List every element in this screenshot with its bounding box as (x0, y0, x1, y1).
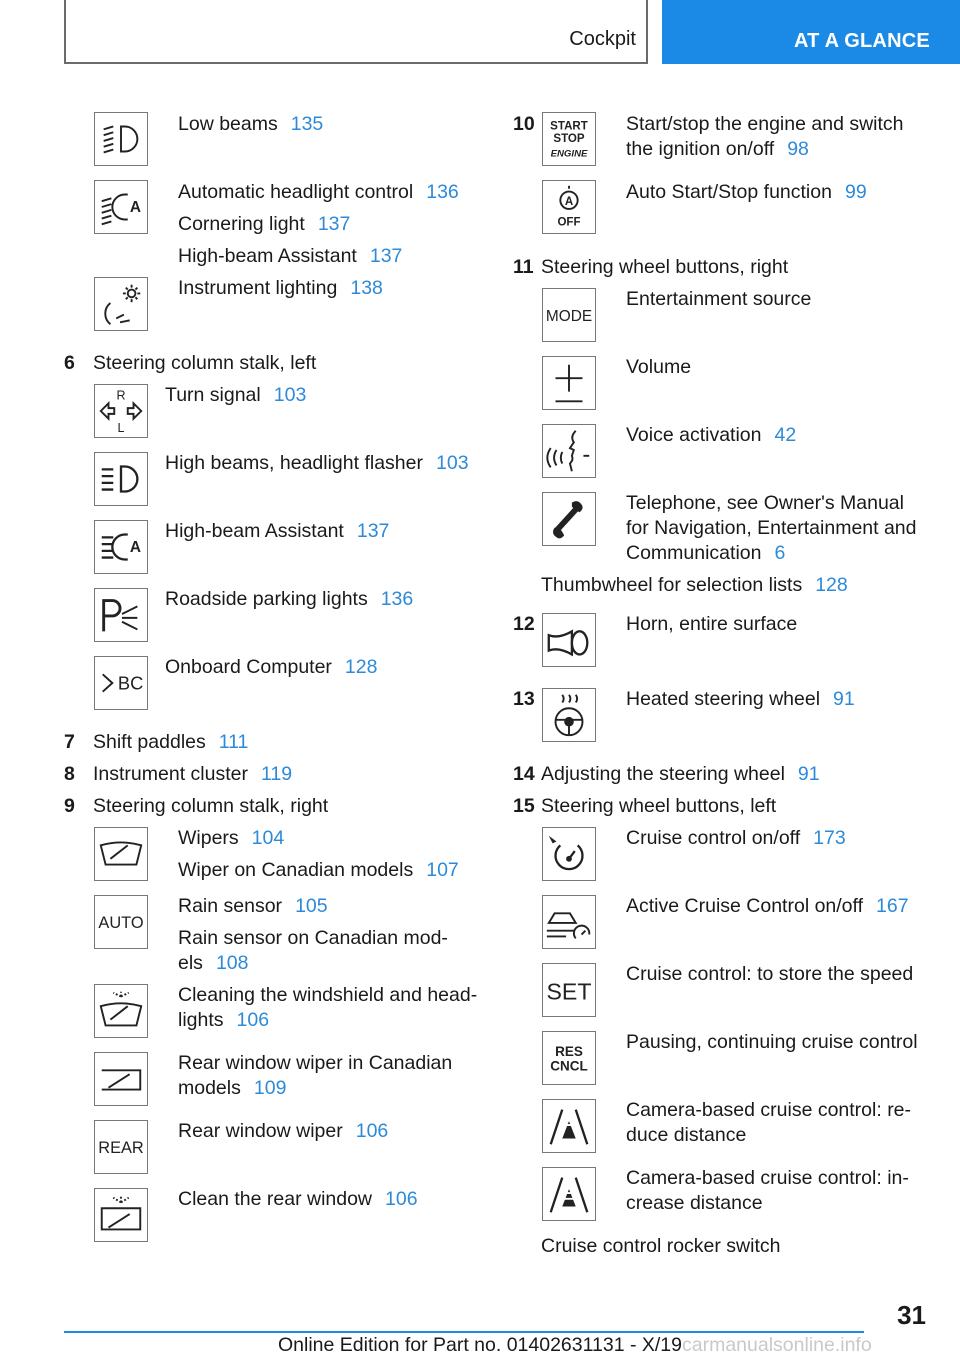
telephone-line3: Communication 6 (626, 542, 786, 564)
page-ref[interactable]: 137 (369, 245, 403, 267)
page-ref[interactable]: 98 (787, 138, 809, 160)
instrument-lighting-icon (94, 277, 148, 331)
icon-letter: AUTO (98, 913, 144, 932)
high-beams-icon (94, 452, 148, 506)
roadside-parking-text: Roadside parking lights 136 (165, 588, 414, 610)
voice-activation-text: Voice activation 42 (626, 424, 797, 446)
hba-top-text: High-beam Assistant 137 (178, 245, 403, 267)
page-ref[interactable]: 135 (290, 113, 324, 135)
page-ref[interactable]: 103 (273, 384, 307, 406)
page-ref[interactable]: 91 (833, 688, 855, 710)
heated-wheel-text: Heated steering wheel 91 (626, 688, 855, 710)
item-number: 6 (64, 352, 75, 374)
page-ref[interactable]: 137 (356, 520, 390, 542)
icon-letter: CNCL (550, 1058, 588, 1074)
rear-wiper-canada-line1: Rear window wiper in Canadian (178, 1052, 453, 1074)
icon-letter: A (564, 196, 574, 209)
auto-headlight-icon (94, 180, 148, 234)
wiper-canada-text: Wiper on Canadian models 107 (178, 859, 459, 881)
page-number: 31 (897, 1300, 926, 1330)
cruise-control-icon (542, 827, 596, 881)
rain-canada-line1: Rain sensor on Canadian mod- (178, 927, 448, 949)
onboard-computer-text: Onboard Computer 128 (165, 656, 378, 678)
rear-wiper-canada-icon (94, 1052, 148, 1106)
increase-distance-icon (542, 1167, 596, 1221)
rain-canada-line2: els 108 (178, 952, 249, 974)
item-number: 14 (513, 763, 535, 785)
page-ref[interactable]: 136 (426, 181, 459, 203)
item-6-title: Steering column stalk, left (93, 352, 317, 374)
page-ref[interactable]: 128 (344, 656, 378, 678)
cc-set-text: Cruise control: to store the speed (626, 963, 914, 985)
set-icon (542, 963, 596, 1017)
rain-sensor-text: Rain sensor 105 (178, 895, 328, 917)
rear-wiper-text: Rear window wiper 106 (178, 1120, 389, 1142)
page-ref[interactable]: 99 (844, 181, 867, 203)
icon-letter: SET (546, 978, 592, 1005)
cam-increase-line1: Camera-based cruise control: in- (626, 1167, 909, 1189)
auto-start-stop-text: Auto Start/Stop function 99 (626, 181, 867, 203)
auto-headlight-text: Automatic headlight control 136 (178, 181, 459, 203)
hba-text: High-beam Assistant 137 (165, 520, 390, 542)
wiper-icon (94, 827, 148, 881)
item-number: 10 (513, 113, 535, 135)
page-ref[interactable]: 42 (774, 424, 797, 446)
page-ref[interactable]: 173 (813, 827, 846, 849)
auto-start-stop-icon (542, 180, 596, 234)
icon-letter: ENGINE (550, 148, 588, 160)
volume-text: Volume (626, 356, 692, 378)
item-9-title: Steering column stalk, right (93, 795, 329, 817)
item-15-title: Steering wheel buttons, left (541, 795, 777, 817)
cam-increase-line2: crease distance (626, 1192, 763, 1214)
rocker-switch-text: Cruise control rocker switch (541, 1235, 781, 1257)
icon-letter: STOP (553, 132, 585, 145)
item-number: 11 (513, 256, 534, 278)
cornering-text: Cornering light 137 (178, 213, 351, 235)
page-ref[interactable]: 109 (253, 1077, 287, 1099)
windshield-washer-icon (94, 984, 148, 1038)
volume-icon (542, 356, 596, 410)
page-ref[interactable]: 91 (797, 763, 820, 785)
watermark: carmanualsonline.info (682, 1334, 872, 1356)
item-14-text: Adjusting the steering wheel 91 (541, 763, 820, 785)
page-ref[interactable]: 6 (774, 542, 786, 564)
page-ref[interactable]: 119 (260, 763, 293, 785)
icon-letter: RES (555, 1044, 583, 1060)
section-title: Cockpit (569, 28, 636, 50)
clean-windshield-line1: Cleaning the windshield and head- (178, 984, 478, 1006)
icon-letter: R (116, 388, 126, 403)
icon-letter: A (129, 198, 142, 216)
icon-letter: START (550, 120, 588, 133)
item-10-line2: the ignition on/off 98 (626, 138, 809, 160)
page-ref[interactable]: 137 (317, 213, 351, 235)
page-ref[interactable]: 136 (380, 588, 414, 610)
chapter-tab[interactable]: AT A GLANCE (662, 0, 960, 64)
roadside-parking-icon (94, 588, 148, 642)
turn-signal-icon (94, 384, 148, 438)
horn-icon (542, 613, 596, 667)
mode-icon (542, 288, 596, 342)
item-11-title: Steering wheel buttons, right (541, 256, 789, 278)
page-ref[interactable]: 103 (436, 452, 469, 474)
item-number: 13 (513, 688, 535, 710)
icon-letter: L (117, 421, 125, 436)
instrument-lighting-text: Instrument lighting 138 (178, 277, 383, 299)
low-beams-icon (94, 112, 148, 166)
rear-wiper-icon (94, 1120, 148, 1174)
thumbwheel-text: Thumbwheel for selection lists 128 (541, 574, 848, 596)
page-ref[interactable]: 106 (236, 1009, 270, 1031)
acc-text: Active Cruise Control on/off 167 (626, 895, 909, 917)
telephone-line2: for Navigation, Entertainment and (626, 517, 917, 539)
item-10-line1: Start/stop the engine and switch (626, 113, 904, 135)
page-ref[interactable]: 106 (385, 1188, 418, 1210)
horn-text: Horn, entire surface (626, 613, 798, 635)
footer-rule (64, 1331, 864, 1333)
telephone-line1: Telephone, see Owner's Manual (626, 492, 904, 514)
icon-letter: OFF (557, 216, 581, 229)
reduce-distance-icon (542, 1099, 596, 1153)
page-ref[interactable]: 167 (876, 895, 909, 917)
page-ref[interactable]: 105 (295, 895, 328, 917)
item-7-text: Shift paddles 111 (93, 731, 249, 753)
cam-reduce-line1: Camera-based cruise control: re- (626, 1099, 912, 1121)
header-frame (64, 0, 648, 64)
item-number: 9 (64, 795, 75, 817)
onboard-computer-icon (94, 656, 148, 710)
page-ref[interactable]: 111 (218, 731, 249, 753)
page-ref[interactable]: 107 (426, 859, 459, 881)
item-number: 7 (64, 731, 75, 753)
item-number: 15 (513, 795, 535, 817)
page-ref[interactable]: 128 (815, 574, 848, 596)
high-beams-text: High beams, headlight flasher 103 (165, 452, 469, 474)
cam-reduce-line2: duce distance (626, 1124, 747, 1146)
rain-sensor-icon (94, 895, 148, 949)
page-ref[interactable]: 104 (251, 827, 285, 849)
wipers-text: Wipers 104 (178, 827, 285, 849)
icon-letter: MODE (545, 307, 593, 325)
rear-washer-icon (94, 1188, 148, 1242)
page-ref[interactable]: 138 (350, 277, 383, 299)
low-beams-text: Low beams 135 (178, 113, 324, 135)
page-ref[interactable]: 106 (355, 1120, 389, 1142)
item-number: 12 (513, 613, 535, 635)
telephone-icon (542, 492, 596, 546)
cruise-control-text: Cruise control on/off 173 (626, 827, 846, 849)
page-ref[interactable]: 108 (215, 952, 249, 974)
icon-letter: BC (117, 672, 144, 694)
active-cruise-control-icon (542, 895, 596, 949)
rear-wiper-canada-line2: models 109 (178, 1077, 287, 1099)
entertainment-text: Entertainment source (626, 288, 812, 310)
icon-letter: REAR (98, 1138, 144, 1157)
item-8-text: Instrument cluster 119 (93, 763, 293, 785)
clean-windshield-line2: lights 106 (178, 1009, 270, 1031)
heated-steering-wheel-icon (542, 688, 596, 742)
clean-rear-text: Clean the rear window 106 (178, 1188, 418, 1210)
start-stop-icon (542, 112, 596, 166)
icon-letter: A (129, 538, 142, 556)
high-beam-assistant-icon (94, 520, 148, 574)
turn-signal-text: Turn signal 103 (165, 384, 307, 406)
item-number: 8 (64, 763, 75, 785)
cc-res-text: Pausing, continuing cruise control (626, 1031, 918, 1053)
footer-edition: Online Edition for Part no. 01402631131 - X/19carmanualsonline.info (278, 1334, 872, 1356)
res-cncl-icon (542, 1031, 596, 1085)
voice-activation-icon (542, 424, 596, 478)
